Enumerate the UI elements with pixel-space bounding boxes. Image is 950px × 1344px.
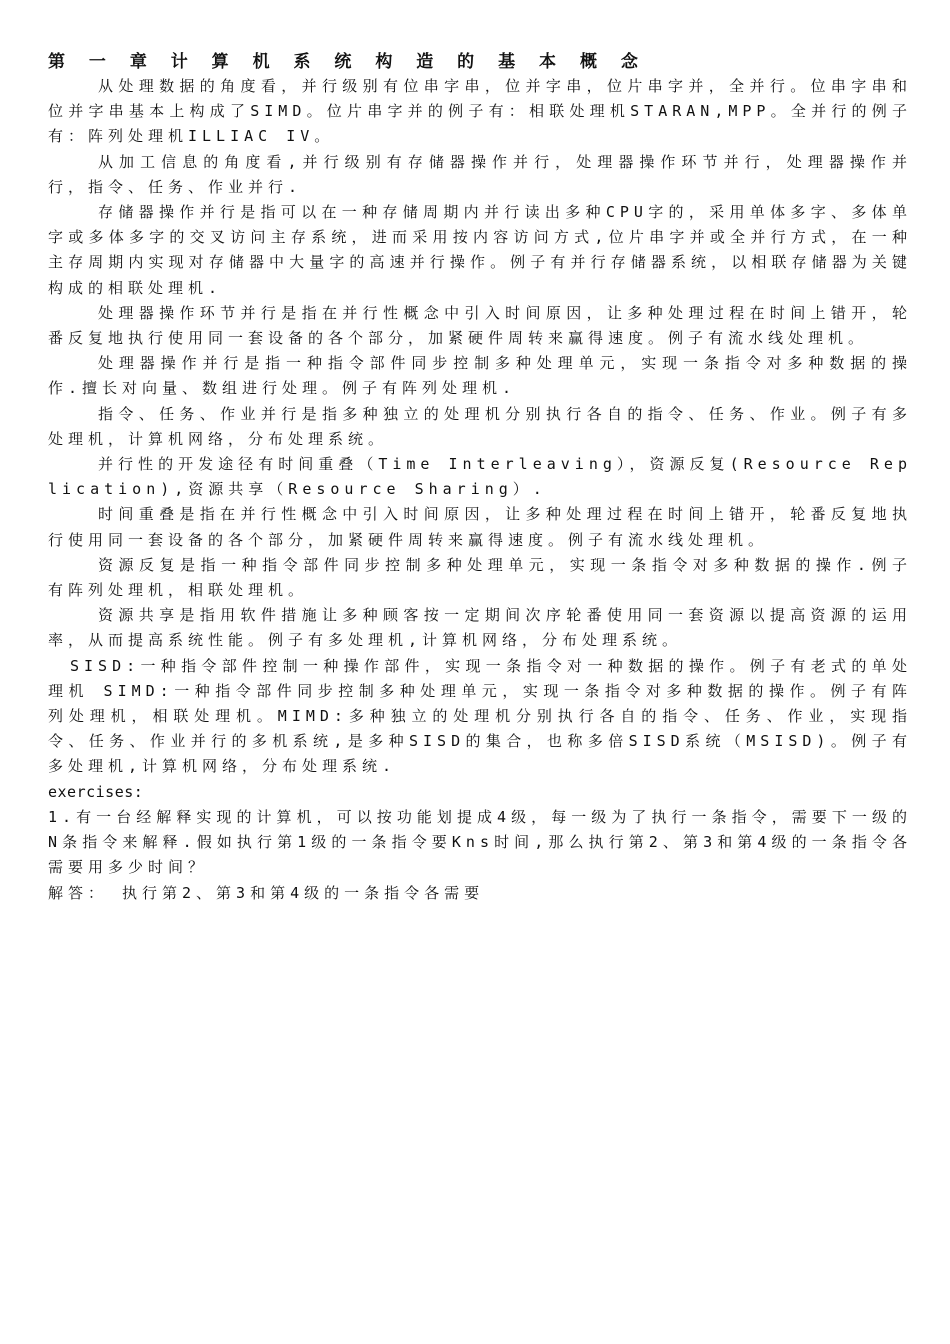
paragraph-development-paths: 并行性的开发途径有时间重叠（Time Interleaving），资源反复(Resource Replication),资源共享（Resource Sharing）.: [48, 455, 912, 499]
paragraph-memory-parallel: 存储器操作并行是指可以在一种存储周期内并行读出多种CPU字的，采用单体多字、多体单字或多体多字的交叉访问主存系统，进而采用按内容访问方式,位片串字并或全并行方式，在一种主存周期内实现对存储器中大量字的高速并行操作。例子有并行存储器系统，以相联存储器为关键构成的相联处理机.: [48, 203, 912, 297]
paragraph-data-parallelism: 从处理数据的角度看，并行级别有位串字串，位并字串，位片串字并，全并行。位串字串和位并字串基本上构成了SIMD。位片串字并的例子有：相联处理机STARAN,MPP。全并行的例子有：阵列处理机ILLIAC IV。: [48, 77, 912, 146]
paragraph-task-parallel: 指令、任务、作业并行是指多种独立的处理机分别执行各自的指令、任务、作业。例子有多处理机，计算机网络，分布处理系统。: [48, 404, 912, 448]
exercise-question-1: 1.有一台经解释实现的计算机，可以按功能划提成4级，每一级为了执行一条指令，需要下一级的N条指令来解释.假如执行第1级的一条指令要Kns时间,那么执行第2、第3和第4级的一条指令各需要用多少时间？: [48, 807, 912, 877]
paragraph-resource-sharing: 资源共享是指用软件措施让多种顾客按一定期间次序轮番使用同一套资源以提高资源的运用率，从而提高系统性能。例子有多处理机,计算机网络，分布处理系统。: [48, 606, 912, 650]
document-body: [48, 50, 912, 906]
paragraph-time-interleaving: 时间重叠是指在并行性概念中引入时间原因，让多种处理过程在时间上错开，轮番反复地执行使用同一套设备的各个部分，加紧硬件周转来赢得速度。例子有流水线处理机。: [48, 505, 912, 549]
chapter-title: 第 一 章 计 算 机 系 统 构 造 的 基 本 概 念: [48, 52, 647, 72]
exercises-label: exercises:: [48, 782, 144, 801]
exercise-answer-1: 解答： 执行第2、第3和第4级的一条指令各需要: [48, 883, 485, 902]
paragraph-processor-parallel: 处理器操作并行是指一种指令部件同步控制多种处理单元，实现一条指令对多种数据的操作.擅长对向量、数组进行处理。例子有阵列处理机.: [48, 354, 912, 398]
paragraph-flynn-taxonomy: SISD:一种指令部件控制一种操作部件，实现一条指令对一种数据的操作。例子有老式的单处理机 SIMD:一种指令部件同步控制多种处理单元，实现一条指令对多种数据的操作。例子有阵列处理机，相联处理机。MIMD:多种独立的处理机分别执行各自的指令、任务、作业，实现指令、任务、作业并行的多机系统,是多种SISD的集合，也称多倍SISD系统（MSISD)。例子有多处理机,计算机网络，分布处理系统.: [48, 656, 912, 776]
paragraph-resource-replication: 资源反复是指一种指令部件同步控制多种处理单元，实现一条指令对多种数据的操作.例子有阵列处理机，相联处理机。: [48, 555, 912, 600]
paragraph-pipeline-parallel: 处理器操作环节并行是指在并行性概念中引入时间原因，让多种处理过程在时间上错开，轮番反复地执行使用同一套设备的各个部分，加紧硬件周转来赢得速度。例子有流水线处理机。: [48, 303, 912, 348]
paragraph-info-parallelism: 从加工信息的角度看,并行级别有存储器操作并行，处理器操作环节并行，处理器操作并行，指令、任务、作业并行.: [48, 152, 912, 196]
